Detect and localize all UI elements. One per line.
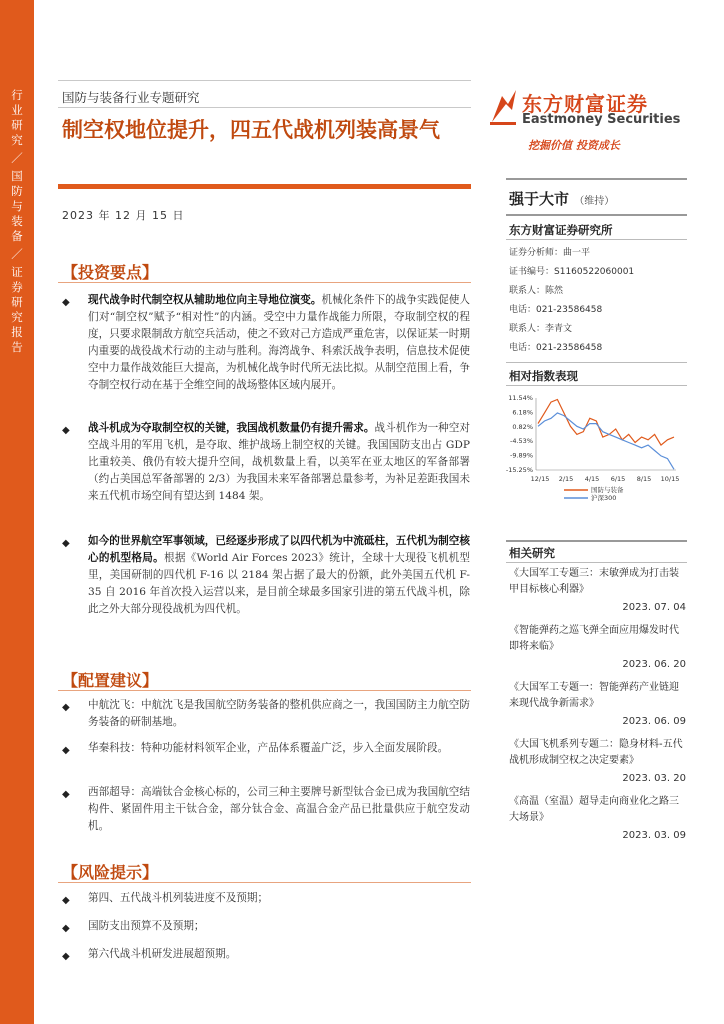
diamond-bullet-icon: ◆ — [62, 702, 70, 713]
investment-point-1: 现代战争时代制空权从辅助地位向主导地位演变。机械化条件下的战争实践促使人们对“制空权”赋予“相对性”的内涵。受空中力量作战能力所限，夺取制空权的程度，只要求限制敌方航空兵活动，使之不致对己方造成严重危害，以保证某一时期内重要的战役战术行动的主动与胜利。海湾战争、科索沃战争表明，信息技术促使空中力量作战效能巨大提高，为机械化战争时代所无法比拟。从制空范围上看，争夺制空权行动在基于全维空间的战场整体区域内展开。 — [88, 294, 471, 391]
investment-point-3: 如今的世界航空军事领域，已经逐步形成了以四代机为中流砥柱，五代机为制空核心的机型格局。根据《World Air Forces 2023》统计，全球十大现役飞机机型里，美国研制的四代机 F-16 以 2184 架占据了最大的份额，此外美国五代机 F-35 自 2016 年首次投入运营以来，是目前全球最多国家引进的第五代战斗机，除此之外大部分现役战机为四代机。 — [88, 535, 471, 615]
institute-name: 东方财富证券研究所 — [509, 223, 613, 237]
risk-item: 第四、五代战斗机列装进度不及预期； — [88, 892, 269, 904]
rating-rule — [506, 214, 687, 216]
rating-rule — [506, 178, 687, 180]
rating — [509, 188, 614, 209]
section-rule — [58, 282, 471, 283]
section-heading-investment: 【投资要点】 — [62, 263, 159, 282]
header-rule — [58, 80, 471, 81]
chart-rule — [506, 362, 687, 363]
diamond-bullet-icon: ◆ — [62, 789, 70, 800]
diamond-bullet-icon: ◆ — [62, 745, 70, 756]
x-tick-label: 12/15 — [530, 475, 550, 483]
section-heading-allocation: 【配置建议】 — [62, 671, 159, 690]
related-item-date: 2023. 03. 09 — [622, 830, 686, 841]
y-tick-label: 11.54% — [508, 394, 533, 402]
related-rule — [506, 562, 687, 563]
related-rule — [506, 540, 687, 542]
risk-item: 国防支出预算不及预期； — [88, 920, 205, 932]
related-item-title[interactable]: 《大国军工专题一：智能弹药产业链迎来现代战争新需求》 — [509, 682, 679, 709]
allocation-item: 西部超导：高端钛合金核心标的，公司三种主要牌号新型钛合金已成为我国航空结构件、紧固件用主干钛合金，部分钛合金、高温合金产品已批量供应于航空发动机。 — [88, 786, 470, 832]
diamond-bullet-icon: ◆ — [62, 895, 70, 906]
related-item-title[interactable]: 《智能弹药之巡飞弹全面应用爆发时代即将来临》 — [509, 625, 679, 652]
brand-name-en: Eastmoney Securities — [522, 112, 681, 127]
related-item-date: 2023. 07. 04 — [622, 602, 686, 613]
rating-label: 强于大市 — [509, 190, 570, 208]
report-type: 国防与装备行业专题研究 — [62, 90, 200, 105]
brand-name-cn: 东方财富证券 — [522, 92, 648, 116]
related-item-date: 2023. 03. 20 — [622, 773, 686, 784]
diamond-bullet-icon: ◆ — [62, 923, 70, 934]
legend-label: 沪深300 — [591, 494, 617, 502]
page-title: 制空权地位提升，四五代战机列装高景气 — [62, 118, 440, 142]
series-line-1 — [538, 400, 674, 446]
x-tick-label: 6/15 — [610, 475, 626, 483]
section-rule — [58, 882, 471, 883]
section-rule — [58, 690, 471, 691]
header-rule-2 — [58, 107, 471, 108]
phone-line: 电话：021-23586458 — [509, 343, 603, 353]
allocation-item: 华秦科技：特种功能材料领军企业，产品体系覆盖广泛，步入全面发展阶段。 — [88, 742, 449, 754]
related-item-title[interactable]: 《高温（室温）超导走向商业化之路三大场景》 — [509, 796, 679, 823]
x-tick-label: 8/15 — [636, 475, 652, 483]
related-item-date: 2023. 06. 09 — [622, 716, 686, 727]
phone-line: 电话：021-23586458 — [509, 305, 603, 315]
diamond-bullet-icon: ◆ — [62, 297, 70, 308]
institute-rule — [506, 239, 687, 240]
title-underline — [58, 184, 471, 189]
related-item-title[interactable]: 《大国飞机系列专题二：隐身材料-五代战机形成制空权之决定要素》 — [509, 739, 683, 766]
contact-line: 联系人：陈然 — [509, 286, 564, 296]
related-item-date: 2023. 06. 20 — [622, 659, 686, 670]
series-line-2 — [538, 413, 674, 469]
y-tick-label: 6.18% — [512, 408, 533, 417]
contact-line: 联系人：李青文 — [509, 324, 573, 334]
brand-slogan: 挖掘价值 投资成长 — [528, 139, 620, 152]
analyst-line: 证券分析师：曲一平 — [509, 248, 591, 258]
x-tick-label: 10/15 — [660, 475, 680, 483]
x-tick-label: 2/15 — [558, 475, 574, 483]
diamond-bullet-icon: ◆ — [62, 425, 70, 436]
relative-index-chart — [504, 392, 686, 520]
section-heading-risk: 【风险提示】 — [62, 863, 159, 882]
y-tick-label: -9.89% — [510, 451, 533, 460]
diamond-bullet-icon: ◆ — [62, 538, 70, 549]
allocation-item: 中航沈飞：中航沈飞是我国航空防务装备的整机供应商之一，我国国防主力航空防务装备的研制基地。 — [88, 699, 470, 728]
cert-line: 证书编号：S1160522060001 — [509, 267, 635, 277]
x-tick-label: 4/15 — [584, 475, 600, 483]
sidebar-category-text: 行 业 研 究 ／ 国 防 与 装 备 ／ 证 券 研 究 报 告 — [11, 88, 23, 354]
risk-item: 第六代战斗机研发进展超预期。 — [88, 948, 237, 960]
chart-heading: 相对指数表现 — [509, 369, 578, 383]
y-tick-label: 0.82% — [512, 422, 533, 431]
related-item-title[interactable]: 《大国军工专题三：末敏弹成为打击装甲目标核心利器》 — [509, 568, 679, 595]
rating-note: （维持） — [574, 196, 615, 207]
legend-label: 国防与装备 — [591, 486, 624, 494]
brand-logo-icon — [488, 86, 520, 126]
related-heading: 相关研究 — [509, 546, 555, 560]
report-date: 2023 年 12 月 15 日 — [62, 209, 185, 222]
chart-rule — [506, 385, 687, 386]
diamond-bullet-icon: ◆ — [62, 951, 70, 962]
investment-point-2: 战斗机成为夺取制空权的关键，我国战机数量仍有提升需求。战斗机作为一种空对空战斗用的军用飞机，是夺取、维护战场上制空权的关键。我国国防支出占 GDP 比重较美、俄仍有较大提升空间，战机数量上看，以美军在亚太地区的军备部署（约占美国总军备部署的 2/3）为我国未来军备部署总量参考，为补足差距我国未来五代机市场空间有望达到 1484 架。 — [88, 422, 471, 502]
y-tick-label: -4.53% — [510, 437, 533, 446]
y-tick-label: -15.25% — [505, 466, 533, 474]
